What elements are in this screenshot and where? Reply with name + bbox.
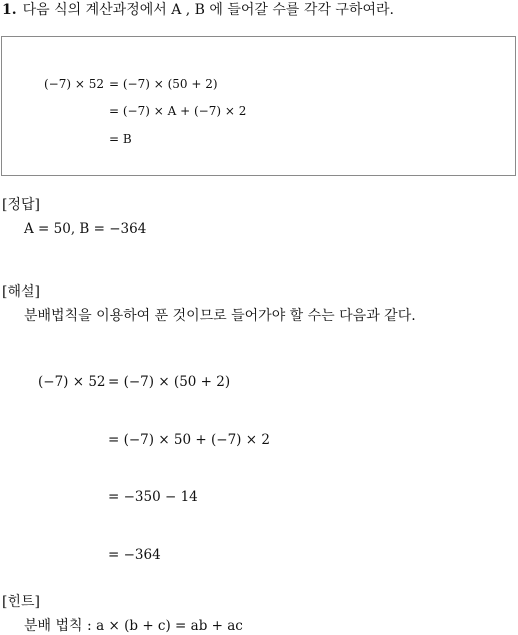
explanation-line3: = −350 − 14 (108, 489, 198, 505)
equation-box (1, 36, 516, 176)
explanation-heading: [해설] (2, 284, 40, 300)
hint-formula: a × (b + c) = ab + ac (96, 618, 243, 634)
hint-label: 분배 법칙 : (24, 618, 97, 634)
explanation-line1-rhs: = (−7) × (50 + 2) (108, 374, 231, 390)
box-line2: = (−7) × A + (−7) × 2 (109, 104, 247, 118)
problem-text: 다음 식의 계산과정에서 A , B 에 들어갈 수를 각각 구하여라. (22, 2, 394, 18)
answer-value: A = 50, B = −364 (24, 221, 147, 237)
box-line1-rhs: = (−7) × (50 + 2) (109, 77, 218, 91)
problem-statement (2, 0, 394, 20)
answer-heading: [정답] (2, 197, 40, 213)
hint-line (24, 617, 243, 635)
problem-number: 1. (2, 2, 17, 18)
hint-heading: [힌트] (2, 594, 40, 610)
explanation-line1-lhs: (−7) × 52 (38, 374, 106, 390)
box-line3: = B (109, 132, 132, 146)
explanation-line2: = (−7) × 50 + (−7) × 2 (108, 432, 270, 448)
box-line1-lhs: (−7) × 52 (44, 77, 105, 91)
explanation-line4: = −364 (108, 547, 161, 563)
explanation-text: 분배법칙을 이용하여 푼 것이므로 들어가야 할 수는 다음과 같다. (24, 308, 416, 324)
